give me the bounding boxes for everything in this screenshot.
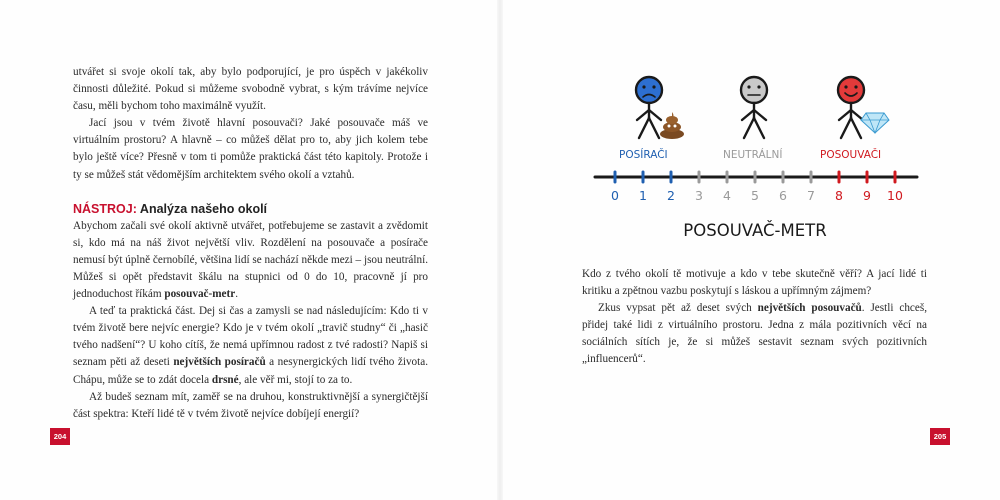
practice-paragraph bbox=[73, 303, 428, 388]
scale-number-7: 7 bbox=[807, 188, 815, 203]
label-posouvaci: POSOUVAČI bbox=[820, 149, 882, 161]
label-neutralni: NEUTRÁLNÍ bbox=[723, 149, 783, 161]
left-text-column bbox=[73, 64, 428, 423]
bold-term-posouvaci: největších posouvačů bbox=[757, 302, 862, 315]
neutral-stickman-icon bbox=[741, 77, 767, 138]
questions-paragraph: Jací jsou v tvém životě hlavní posouvači? Jaké posouvače máš ve virtuálním prostoru? A hlavně – co můžeš dělat pro to, aby jich kolem tebe bylo ještě více? Přesně v tom ti pomůže praktická část této kapitoly. Protože i ty se můžeš stát vědomějším architektem svého okolí a vztahů. bbox=[73, 117, 428, 181]
text-run: , ale věř mi, stojí to za to. bbox=[238, 373, 353, 386]
text-run: a nesynergických lidí tvého života. Chápu, může se to zdát docela bbox=[73, 356, 429, 386]
sad-stickman-icon bbox=[636, 77, 662, 138]
tool-heading-prefix: NÁSTROJ: bbox=[73, 201, 137, 216]
scale-number-0: 0 bbox=[611, 188, 619, 203]
poop-icon bbox=[660, 112, 684, 139]
right-text-column bbox=[582, 266, 927, 369]
text-run: . bbox=[235, 288, 238, 301]
bold-term-posouvac-metr: posouvač-metr bbox=[164, 288, 236, 301]
text-run: A teď ta praktická část. Dej si čas a zamysli se nad následujícím: Kdo ti v tvém životě bere nejvíc energie? Kdo je v tvém okolí „travič studny“ či „hasič tvého nadšení“? U koho cítíš, že nemá upřímnou radost z tvé radosti? Napiš si seznam pěti až deseti bbox=[73, 305, 428, 369]
bold-term-posiraci: největších posíračů bbox=[173, 356, 266, 369]
scale-number-10: 10 bbox=[887, 188, 903, 203]
text-run: Abychom začali své okolí aktivně utvářet, potřebujeme se zastavit a zvědomit si, kdo má na náš život největší vliv. Rozdělení na posouvače a posírače nemusí být úplně černobílé, většina lidí se nachází někde mezi – jsou neutrální. Můžeš si opět představit škálu na stupnici od 0 do 10, pracovně jí pro jednoduchost říkám bbox=[73, 219, 428, 301]
label-posiraci: POSÍRAČI bbox=[619, 149, 668, 161]
scale-number-1: 1 bbox=[639, 188, 647, 203]
scale-number-5: 5 bbox=[751, 188, 759, 203]
bold-term-drsne: drsné bbox=[211, 373, 239, 386]
motivation-paragraph: Kdo z tvého okolí tě motivuje a kdo v tebe skutečně věří? A jací lidé ti kritiku a zpětnou vazbu poskytují s láskou a upřímným zájmem? bbox=[582, 268, 927, 298]
scale-number-8: 8 bbox=[835, 188, 843, 203]
scale-number-3: 3 bbox=[695, 188, 703, 203]
page-number-right: 205 bbox=[930, 428, 950, 445]
diamond-icon bbox=[861, 113, 889, 133]
posouvac-metr-illustration bbox=[575, 62, 935, 252]
figure-title: POSOUVAČ-METR bbox=[683, 221, 827, 240]
list-paragraph bbox=[582, 300, 927, 368]
page-number-left: 204 bbox=[50, 428, 70, 445]
closing-paragraph: Až budeš seznam mít, zaměř se na druhou, konstruktivnější a synergičtější část spektra: Kteří lidé tě v tvém životě nejvíce dobíjejí energií? bbox=[73, 390, 428, 420]
tool-heading bbox=[73, 201, 428, 218]
text-run: . Jestli chceš, přidej také lidi z virtuálního prostoru. Jedna z mála pozitivních věcí na sociálních sítích je, že si můžeš sestavit seznam svých pozitivních „influencerů“. bbox=[582, 302, 927, 366]
scale-number-6: 6 bbox=[779, 188, 787, 203]
tool-heading-title: Analýza našeho okolí bbox=[136, 201, 268, 216]
intro-paragraph: utvářet si svoje okolí tak, aby bylo podporující, je pro úspěch v jakékoliv činnosti důležité. Pokud si můžeme svobodně vybrat, s kým trávíme nejvíce času, měli bychom toho maximálně využít. bbox=[73, 66, 428, 113]
right-page bbox=[500, 0, 1000, 500]
method-paragraph bbox=[73, 218, 428, 303]
scale-number-2: 2 bbox=[667, 188, 675, 203]
scale-number-4: 4 bbox=[723, 188, 731, 203]
scale-number-9: 9 bbox=[863, 188, 871, 203]
happy-stickman-icon bbox=[838, 77, 864, 138]
text-run: Zkus vypsat pět až deset svých bbox=[598, 302, 758, 315]
